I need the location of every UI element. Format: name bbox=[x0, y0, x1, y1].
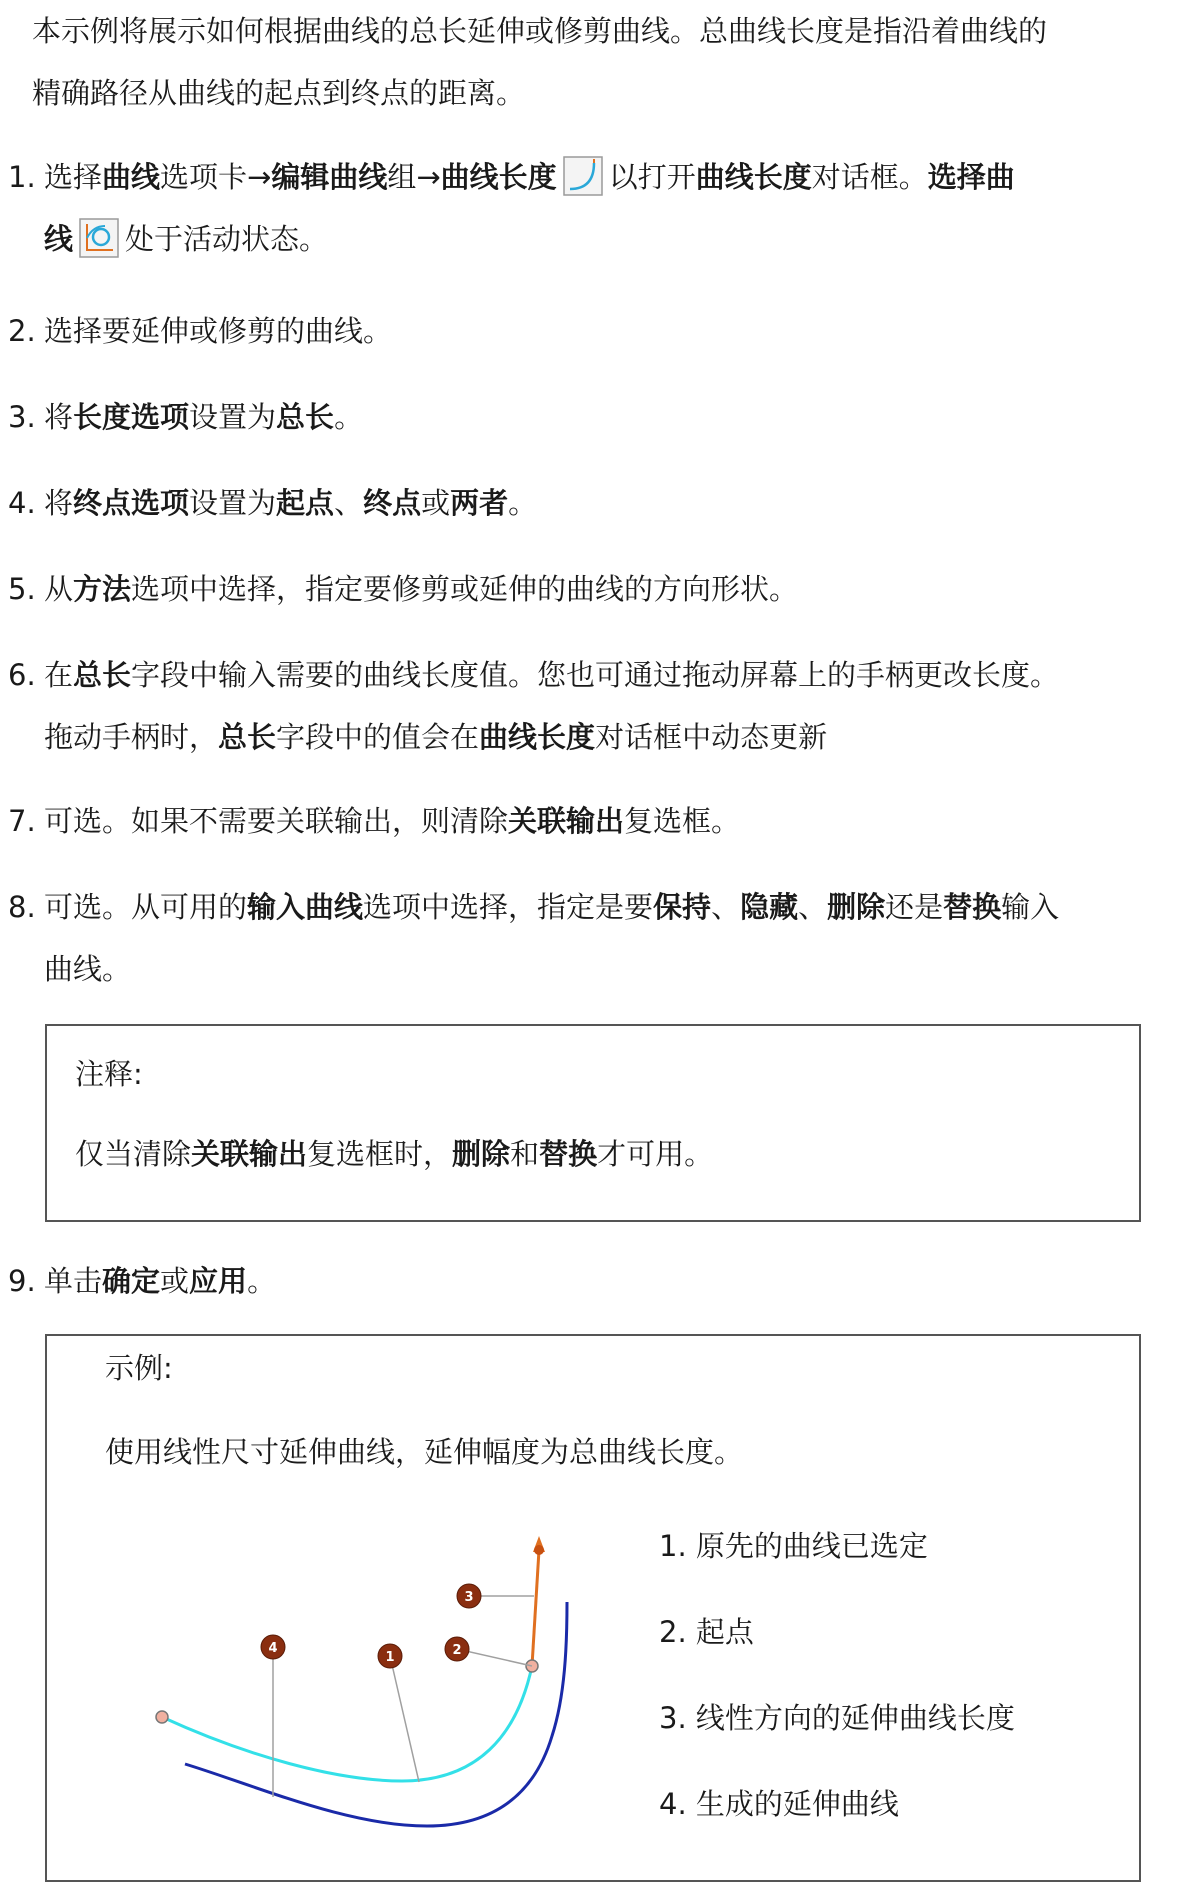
select-curve-icon bbox=[79, 217, 119, 257]
curve-extension-diagram bbox=[47, 1336, 667, 1882]
legend-item-4: 4. 生成的延伸曲线 bbox=[659, 1787, 899, 1821]
ui-term: 方法 bbox=[73, 572, 132, 606]
marker-4 bbox=[261, 1635, 285, 1659]
ui-term: 曲线 bbox=[102, 160, 161, 194]
marker-1-label: 1 bbox=[385, 1650, 395, 1665]
ui-term: 删除 bbox=[452, 1137, 511, 1171]
step-text: 将 bbox=[44, 400, 74, 434]
step-text: 设置为 bbox=[189, 400, 277, 434]
step-number: 2. bbox=[8, 314, 36, 348]
step-text: 处于活动状态。 bbox=[125, 222, 329, 256]
ui-term: 长度选项 bbox=[73, 400, 190, 434]
step-text: 单击 bbox=[44, 1264, 103, 1298]
original-curve bbox=[162, 1666, 532, 1781]
step-6 bbox=[8, 644, 1178, 768]
extension-end-handle bbox=[534, 1545, 544, 1555]
step-8-line-1 bbox=[8, 876, 1178, 938]
note-segment: 和 bbox=[510, 1137, 540, 1171]
note-box bbox=[45, 1024, 1141, 1222]
ui-term: 曲线长度 bbox=[440, 160, 557, 194]
marker-3-label: 3 bbox=[464, 1590, 474, 1605]
step-text: 以打开 bbox=[608, 160, 696, 194]
step-2 bbox=[8, 300, 1178, 362]
step-text: 或 bbox=[421, 486, 451, 520]
step-number: 5. bbox=[8, 572, 36, 606]
step-text: 字段中的值会在 bbox=[276, 720, 480, 754]
step-8-line-2 bbox=[8, 938, 1178, 1000]
step-text: 可选。如果不需要关联输出，则清除 bbox=[44, 804, 509, 838]
note-segment: 才可用。 bbox=[597, 1137, 714, 1171]
step-6-line-2 bbox=[8, 706, 1178, 768]
step-6-line-1 bbox=[8, 644, 1178, 706]
step-text: 设置为 bbox=[189, 486, 277, 520]
ui-term: 曲线长度 bbox=[695, 160, 812, 194]
example-box bbox=[45, 1334, 1141, 1882]
note-segment: 复选框时， bbox=[307, 1137, 453, 1171]
ui-term: 删除 bbox=[827, 890, 886, 924]
step-text: 组→ bbox=[387, 160, 441, 194]
ui-term: 替换 bbox=[943, 890, 1002, 924]
step-text: 、 bbox=[334, 486, 364, 520]
step-text: 对话框中动态更新 bbox=[595, 720, 828, 754]
step-text: 。 bbox=[334, 400, 364, 434]
ui-term: 终点选项 bbox=[73, 486, 190, 520]
intro-line-1: 本示例将展示如何根据曲线的总长延伸或修剪曲线。总曲线长度是指沿着曲线的 bbox=[32, 14, 1048, 48]
step-text: 选择 bbox=[44, 160, 103, 194]
example-description: 使用线性尺寸延伸曲线，延伸幅度为总曲线长度。 bbox=[105, 1435, 744, 1469]
ui-term: 保持 bbox=[653, 890, 712, 924]
legend-item-3: 3. 线性方向的延伸曲线长度 bbox=[659, 1701, 1015, 1735]
extension-line bbox=[532, 1550, 539, 1666]
ui-term: 总长 bbox=[218, 720, 277, 754]
intro-paragraph bbox=[32, 0, 1172, 124]
legend-item-1: 1. 原先的曲线已选定 bbox=[659, 1529, 928, 1563]
note-text bbox=[75, 1134, 713, 1174]
step-text: 。 bbox=[508, 486, 538, 520]
marker-2 bbox=[445, 1637, 469, 1661]
step-number: 4. bbox=[8, 486, 36, 520]
step-text: 对话框。 bbox=[811, 160, 928, 194]
step-text: 选项中选择，指定是要 bbox=[363, 890, 654, 924]
ui-term: 编辑曲线 bbox=[271, 160, 388, 194]
step-text: 选项中选择，指定要修剪或延伸的曲线的方向形状。 bbox=[131, 572, 799, 606]
ui-term: 终点 bbox=[363, 486, 422, 520]
curve-length-icon bbox=[563, 155, 603, 195]
step-text: 可选。从可用的 bbox=[44, 890, 248, 924]
step-1-line-1 bbox=[8, 146, 1178, 208]
ui-term: 总长 bbox=[73, 658, 132, 692]
step-9 bbox=[8, 1250, 1178, 1312]
step-4 bbox=[8, 472, 1178, 534]
curve-start-point bbox=[156, 1711, 168, 1723]
step-3 bbox=[8, 386, 1178, 448]
ui-term: 替换 bbox=[539, 1137, 598, 1171]
step-text: 复选框。 bbox=[624, 804, 741, 838]
note-label: 注释: bbox=[75, 1057, 143, 1091]
note-segment: 仅当清除 bbox=[75, 1137, 192, 1171]
ui-term: 应用 bbox=[189, 1264, 248, 1298]
step-number: 9. bbox=[8, 1264, 36, 1298]
step-number: 8. bbox=[8, 890, 36, 924]
step-1-line-2 bbox=[8, 208, 1178, 270]
marker-4-label: 4 bbox=[268, 1641, 278, 1656]
step-text: 。 bbox=[247, 1264, 277, 1298]
step-text: 拖动手柄时， bbox=[44, 720, 219, 754]
marker-2-label: 2 bbox=[452, 1643, 462, 1658]
marker-1 bbox=[378, 1644, 402, 1668]
intro-line-2: 精确路径从曲线的起点到终点的距离。 bbox=[32, 76, 526, 110]
ui-term: 关联输出 bbox=[508, 804, 625, 838]
ui-term: 输入曲线 bbox=[247, 890, 364, 924]
ui-term: 隐藏 bbox=[740, 890, 799, 924]
ui-term: 关联输出 bbox=[191, 1137, 308, 1171]
step-7 bbox=[8, 790, 1178, 852]
step-text: 输入 bbox=[1001, 890, 1060, 924]
ui-term: 选择曲 bbox=[927, 160, 1015, 194]
step-number: 7. bbox=[8, 804, 36, 838]
leader-line-1 bbox=[390, 1656, 419, 1782]
ui-term: 总长 bbox=[276, 400, 335, 434]
ui-term: 曲线长度 bbox=[479, 720, 596, 754]
step-text: 在 bbox=[44, 658, 74, 692]
step-text: 或 bbox=[160, 1264, 190, 1298]
ui-term: 线 bbox=[44, 222, 74, 256]
step-text: 选择要延伸或修剪的曲线。 bbox=[44, 314, 393, 348]
step-text: 从 bbox=[44, 572, 74, 606]
step-1 bbox=[8, 146, 1178, 270]
step-text: 将 bbox=[44, 486, 74, 520]
legend-item-2: 2. 起点 bbox=[659, 1615, 754, 1649]
marker-3 bbox=[457, 1584, 481, 1608]
step-8 bbox=[8, 876, 1178, 1000]
step-number: 6. bbox=[8, 658, 36, 692]
ui-term: 起点 bbox=[276, 486, 335, 520]
step-text: 、 bbox=[798, 890, 828, 924]
result-curve bbox=[185, 1602, 567, 1826]
step-number: 1. bbox=[8, 160, 36, 194]
step-text: 、 bbox=[711, 890, 741, 924]
ui-term: 确定 bbox=[102, 1264, 161, 1298]
example-label: 示例: bbox=[105, 1351, 173, 1385]
step-text: 选项卡→ bbox=[160, 160, 272, 194]
ui-term: 两者 bbox=[450, 486, 509, 520]
step-text: 字段中输入需要的曲线长度值。您也可通过拖动屏幕上的手柄更改长度。 bbox=[131, 658, 1060, 692]
step-text: 曲线。 bbox=[44, 952, 132, 986]
step-5 bbox=[8, 558, 1178, 620]
step-text: 还是 bbox=[885, 890, 944, 924]
step-number: 3. bbox=[8, 400, 36, 434]
